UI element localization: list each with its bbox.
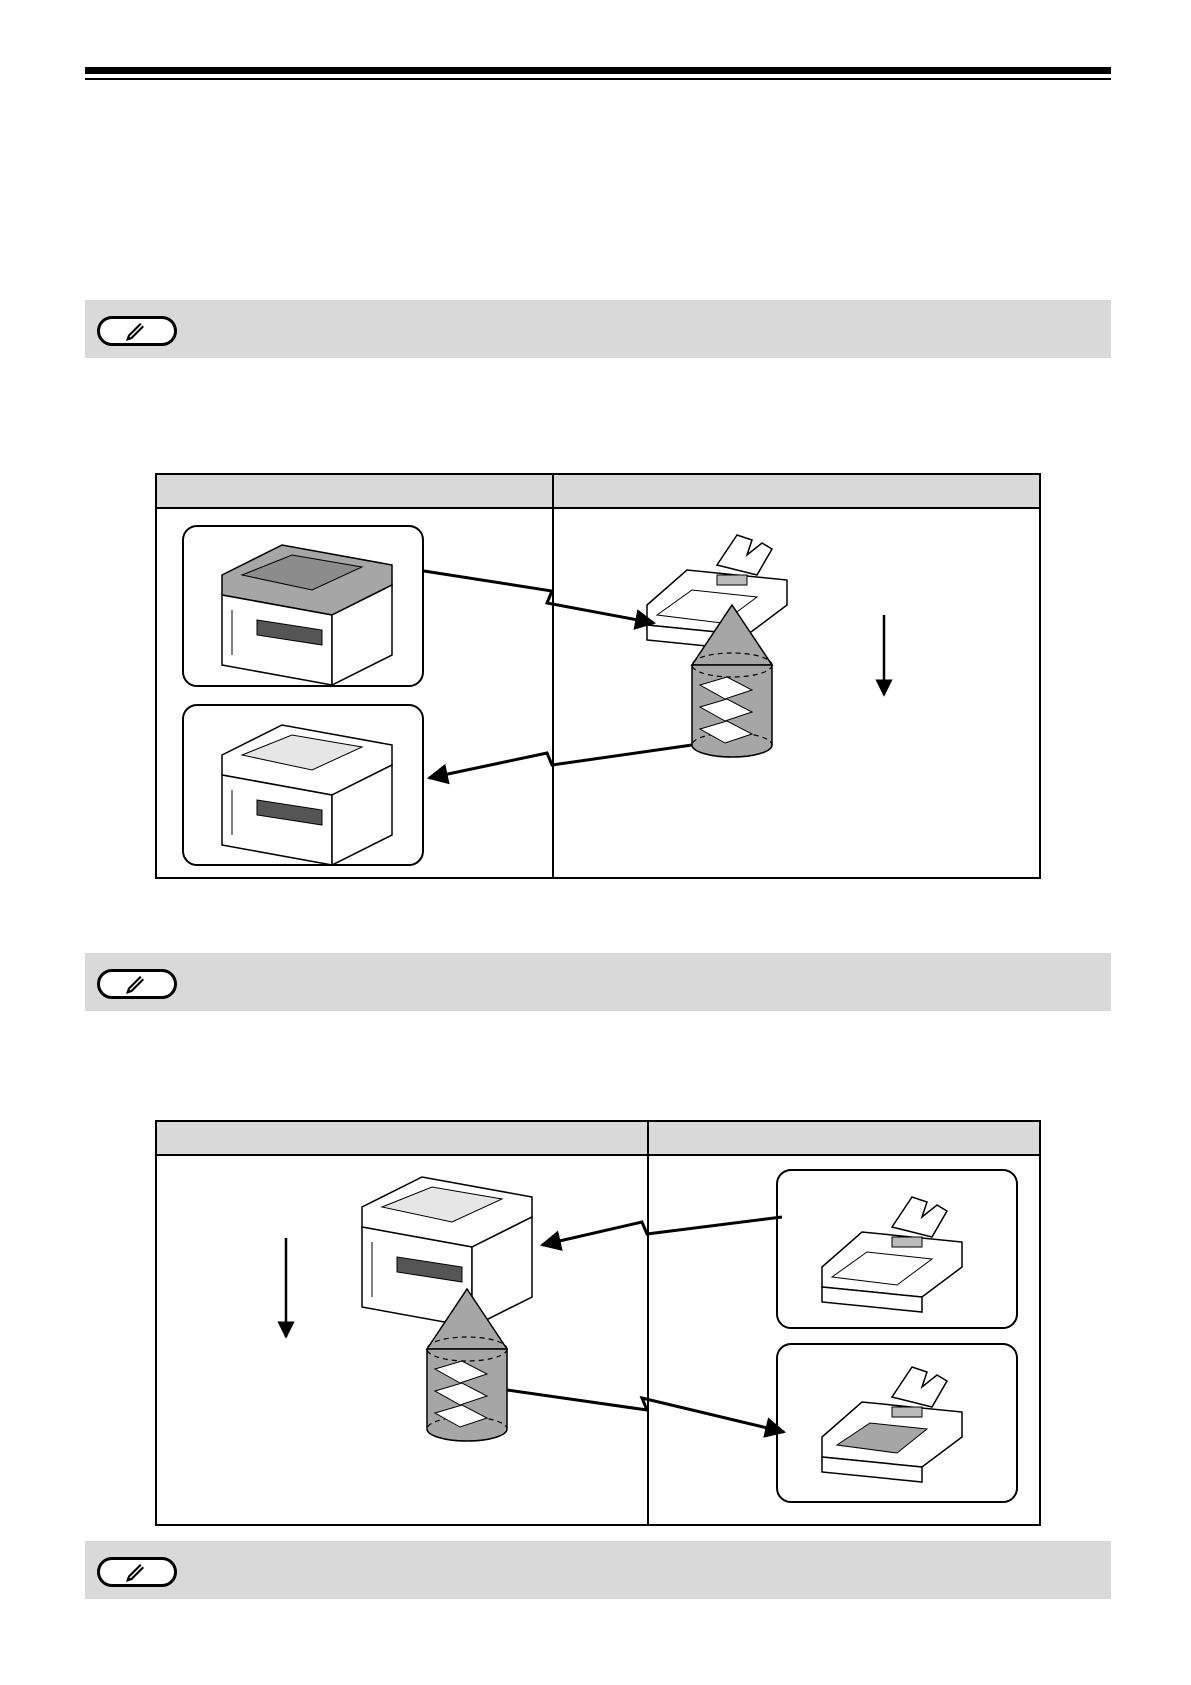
transmission-arrow-icon <box>507 1217 784 1432</box>
polling-diagram-artwork <box>157 475 1039 877</box>
note-bar-2 <box>85 953 1111 1011</box>
copier-fax-machine-icon <box>183 526 423 686</box>
pencil-note-icon <box>97 1557 177 1587</box>
copier-fax-machine-icon <box>183 705 423 865</box>
header-rule-thick <box>85 67 1111 74</box>
fax-machine-icon <box>777 1344 1017 1502</box>
polling-diagram <box>155 473 1041 879</box>
memory-polling-diagram <box>155 1120 1041 1526</box>
header-rule-thin <box>85 78 1111 80</box>
pencil-note-icon <box>97 316 177 346</box>
memory-polling-diagram-artwork <box>157 1122 1039 1524</box>
copier-fax-machine-icon <box>362 1177 532 1327</box>
fax-machine-icon <box>777 1170 1017 1328</box>
note-bar-1 <box>85 300 1111 358</box>
pencil-note-icon <box>97 969 177 999</box>
note-bar-3 <box>85 1541 1111 1599</box>
